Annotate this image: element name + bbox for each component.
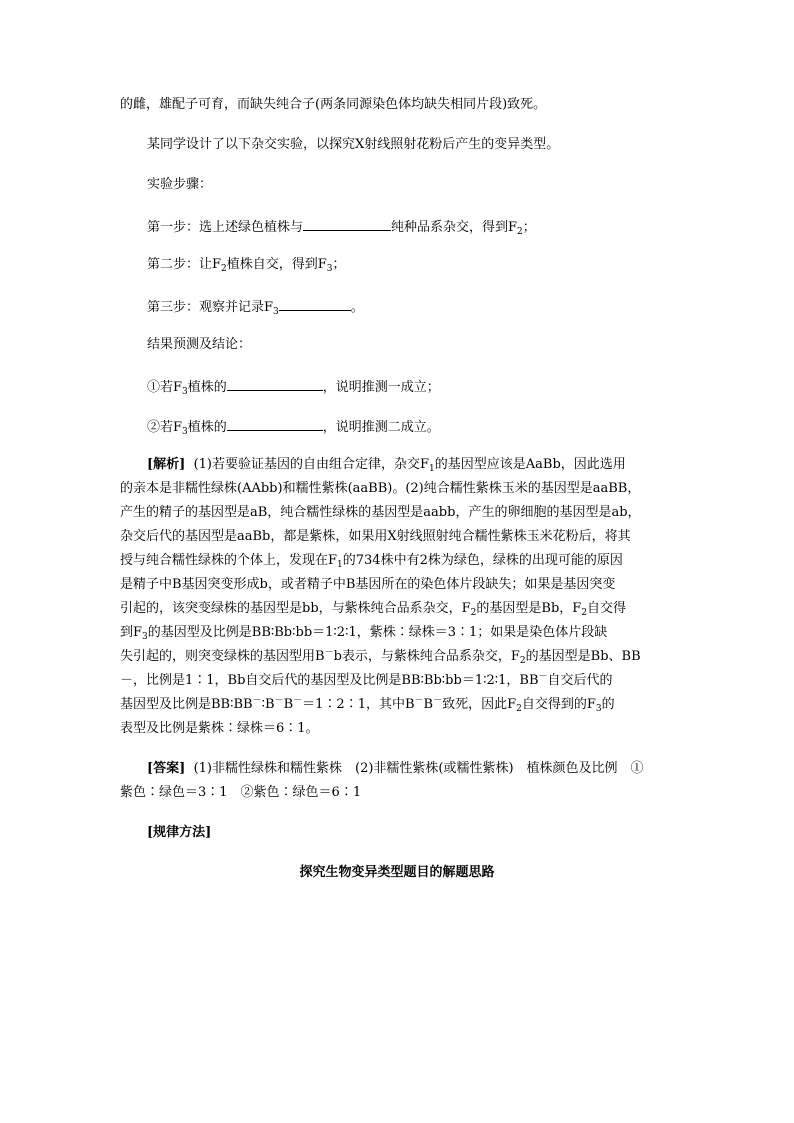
analysis-line: 是精子中B基因突变形成b，或者精子中B基因所在的染色体片段缺失；如果是基因突变	[120, 577, 616, 592]
step-two: 第二步：让$F_2$植株自交，得到$F_3$；	[147, 257, 346, 274]
answer-blank[interactable]	[227, 416, 323, 431]
analysis-line: 表型及比例是紫株∶绿株＝6∶1。	[120, 721, 319, 736]
result-two: ②若$F_3$植株的 ，说明推测二成立。	[147, 416, 440, 438]
analysis-line: 基因型及比例是BB∶BB－∶B－B－＝1∶2∶1，其中B－B－致死，因此$F_2$自交得到的$F_3$的	[120, 696, 615, 714]
answer-line: [答案] (1)非糯性绿株和糯性紫株 (2)非糯性紫株(或糯性紫株) 植株颜色及比例 ①	[147, 761, 644, 776]
answer-blank[interactable]	[279, 296, 351, 311]
text-line: 的雌，雄配子可育，而缺失纯合子(两条同源染色体均缺失相同片段)致死。	[120, 97, 547, 112]
analysis-line: [解析] (1)若要验证基因的自由组合定律，杂交$F_1$的基因型应该是AaBb，因此选用	[147, 457, 626, 474]
text-line: 实验步骤：	[147, 177, 213, 192]
answer-label: [答案]	[147, 761, 186, 776]
text-line: 结果预测及结论：	[147, 337, 252, 352]
section-title: 探究生物变异类型题目的解题思路	[299, 865, 495, 880]
analysis-line: 的亲本是非糯性绿株(AAbb)和糯性紫株(aaBB)。(2)纯合糯性紫株玉米的基因型是aaBB，	[120, 481, 641, 496]
step-one: 第一步：选上述绿色植株与 纯种品系杂交，得到$F_2$；	[147, 216, 536, 238]
method-label: [规律方法]	[147, 825, 212, 840]
analysis-line: 到$F_3$的基因型及比例是BB∶Bb∶bb＝1∶2∶1，紫株∶绿株＝3∶1；如果是染色体片段缺	[120, 625, 608, 642]
answer-blank[interactable]	[227, 376, 323, 391]
analysis-label: [解析]	[147, 457, 186, 472]
text-line: 某同学设计了以下杂交实验，以探究X射线照射花粉后产生的变异类型。	[147, 137, 560, 152]
analysis-line: 失引起的，则突变绿株的基因型用B－b表示，与紫株纯合品系杂交，$F_2$的基因型是Bb、BB	[120, 648, 641, 666]
result-one: ①若$F_3$植株的 ，说明推测一成立；	[147, 376, 440, 398]
answer-blank[interactable]	[303, 216, 391, 231]
step-three: 第三步：观察并记录$F_3$ 。	[147, 296, 364, 318]
analysis-line: 引起的，该突变绿株的基因型是bb，与紫株纯合品系杂交，$F_2$的基因型是Bb，$F_2$自交得	[120, 601, 627, 618]
analysis-line: 杂交后代的基因型是aaBb，都是紫株，如果用X射线照射纯合糯性紫株玉米花粉后，将其	[120, 529, 631, 544]
analysis-line: －，比例是1∶1，Bb自交后代的基因型及比例是BB∶Bb∶bb＝1∶2∶1，BB－自交后代的	[120, 672, 613, 688]
answer-line: 紫色∶绿色＝3∶1 ②紫色∶绿色＝6∶1	[120, 785, 362, 800]
analysis-line: 产生的精子的基因型是aB，纯合糯性绿株的基因型是aabb，产生的卵细胞的基因型是ab，	[120, 505, 641, 520]
analysis-line: 授与纯合糯性绿株的个体上，发现在$F_1$的734株中有2株为绿色，绿株的出现可能的原因	[120, 553, 623, 570]
